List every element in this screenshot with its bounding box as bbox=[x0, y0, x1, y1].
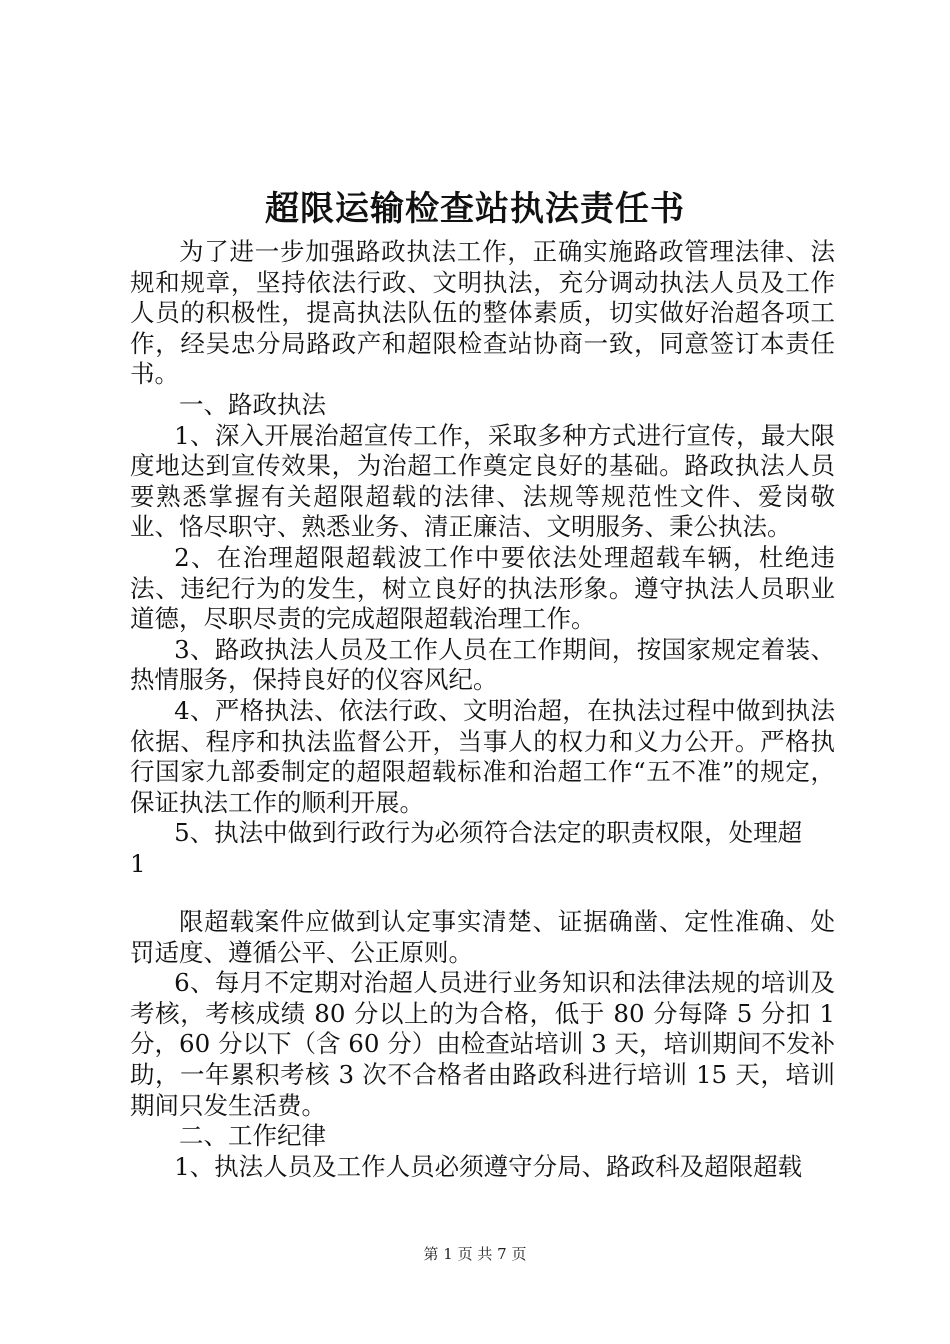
section1-item-3: 3、路政执法人员及工作人员在工作期间，按国家规定着装、热情服务，保持良好的仪容风纪。 bbox=[130, 634, 835, 695]
section-heading-road-enforcement: 一、路政执法 bbox=[179, 389, 326, 419]
document-title: 超限运输检查站执法责任书 bbox=[265, 189, 685, 229]
document-body-upper bbox=[130, 237, 835, 879]
section1-item-1: 1、深入开展治超宣传工作，采取多种方式进行宣传，最大限度地达到宣传效果，为治超工作奠定良好的基础。路政执法人员要熟悉掌握有关超限超载的法律、法规等规范性文件、爱岗敬业、恪尽职守、熟悉业务、清正廉洁、文明服务、秉公执法。 bbox=[130, 420, 835, 542]
section1-item-4: 4、严格执法、依法行政、文明治超，在执法过程中做到执法依据、程序和执法监督公开，当事人的权力和义力公开。严格执行国家九部委制定的超限超载标准和治超工作“五不准”的规定，保证执法工作的顺利开展。 bbox=[130, 695, 835, 817]
section1-item-5-continued: 限超载案件应做到认定事实清楚、证据确凿、定性准确、处罚适度、遵循公平、公正原则。 bbox=[130, 907, 835, 967]
section1-item-2: 2、在治理超限超载波工作中要依法处理超载车辆，杜绝违法、违纪行为的发生，树立良好的执法形象。遵守执法人员职业道德，尽职尽责的完成超限超载治理工作。 bbox=[130, 542, 835, 634]
intro-paragraph: 为了进一步加强路政执法工作，正确实施路政管理法律、法规和规章，坚持依法行政、文明执法，充分调动执法人员及工作人员的积极性，提高执法队伍的整体素质，切实做好治超各项工作，经吴忠分局路政产和超限检查站协商一致，同意签订本责任书。 bbox=[130, 237, 835, 389]
page-footer: 第 1 页 共 7 页 bbox=[423, 1245, 527, 1263]
document-body-lower bbox=[130, 907, 835, 1182]
section1-item-6: 6、每月不定期对治超人员进行业务知识和法律法规的培训及考核，考核成绩 80 分以上的为合格，低于 80 分每降 5 分扣 1 分，60 分以下（含 60 分）由检查站培训 3 天，培训期间不发补助，一年累积考核 3 次不合格者由路政科进行培训 15 天，培训期间只发生活费。 bbox=[130, 968, 835, 1120]
section1-item-5: 5、执法中做到行政行为必须符合法定的职责权限，处理超 bbox=[174, 818, 803, 848]
section-heading-work-discipline: 二、工作纪律 bbox=[179, 1121, 326, 1151]
section2-item-1: 1、执法人员及工作人员必须遵守分局、路政科及超限超载 bbox=[174, 1151, 803, 1181]
page-break-marker: 1 bbox=[130, 848, 146, 878]
